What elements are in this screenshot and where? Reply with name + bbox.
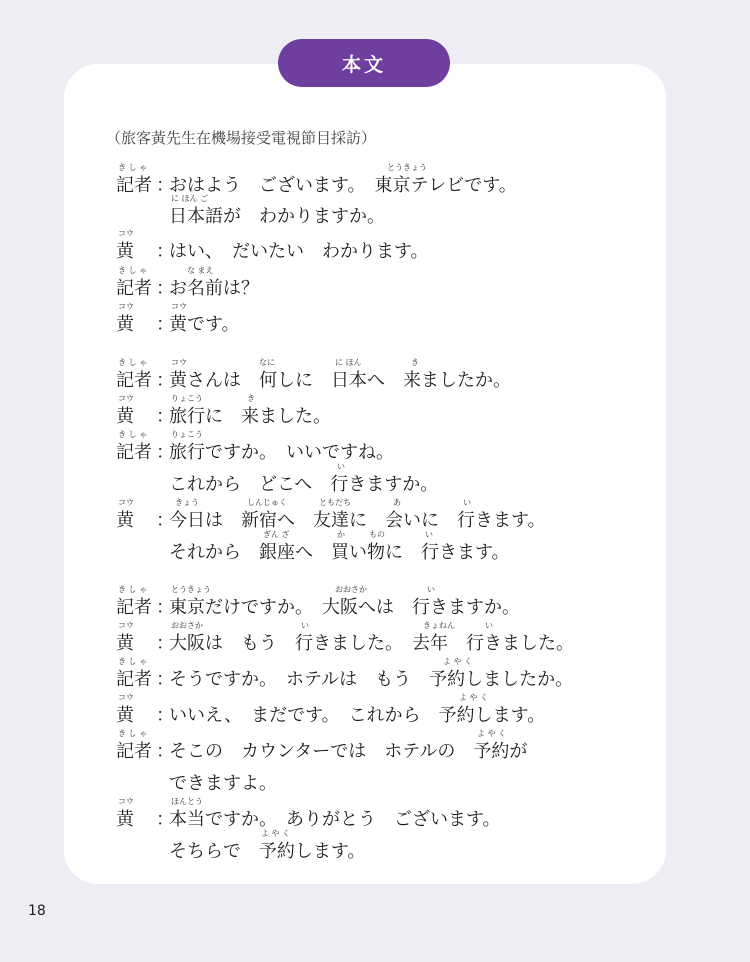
speaker-name: 記者 <box>116 175 152 196</box>
furigana: い <box>485 621 493 630</box>
dialogue-text: 大阪は もう 行きました。 去年 行きました。 <box>169 633 574 654</box>
speaker-colon: ： <box>156 809 174 830</box>
dialogue-text: それから 銀座へ 買い物に 行きます。 <box>169 542 510 563</box>
furigana: き し ゃ <box>118 430 148 439</box>
furigana: コウ <box>171 358 187 367</box>
furigana: おおさか <box>335 585 367 594</box>
speaker-colon: ： <box>156 597 174 618</box>
speaker-colon: ： <box>156 241 174 262</box>
furigana: き し ゃ <box>118 358 148 367</box>
speaker-name: 記者 <box>116 370 152 391</box>
furigana: い <box>301 621 309 630</box>
furigana: よ や く <box>459 693 489 702</box>
dialogue-text: 黄さんは 何しに 日本へ 来ましたか。 <box>169 370 511 391</box>
dialogue-text: 黄です。 <box>169 314 240 335</box>
speaker-name: 黄 <box>116 809 134 830</box>
speaker-colon: ： <box>156 278 174 299</box>
furigana: き し ゃ <box>118 657 148 666</box>
furigana: コウ <box>118 229 134 238</box>
furigana: き し ゃ <box>118 585 148 594</box>
furigana: き し ゃ <box>118 729 148 738</box>
speaker-name: 記者 <box>116 442 152 463</box>
furigana: ともだち <box>319 498 351 507</box>
dialogue-text: これから どこへ 行きますか。 <box>169 474 439 495</box>
dialogue-text: できますよ。 <box>169 773 277 794</box>
furigana: ぎん ざ <box>263 530 290 539</box>
dialogue-text: はい、 だいたい わかります。 <box>169 241 429 262</box>
speaker-colon: ： <box>156 314 174 335</box>
page-number: 18 <box>28 903 46 919</box>
furigana: に ほん ご <box>171 194 209 203</box>
speaker-colon: ： <box>156 370 174 391</box>
furigana: コウ <box>118 797 134 806</box>
speaker-colon: ： <box>156 510 174 531</box>
speaker-colon: ： <box>156 669 174 690</box>
furigana: に ほん <box>335 358 362 367</box>
dialogue-text: 日本語が わかりますか。 <box>169 206 385 227</box>
dialogue-text: 今日は 新宿へ 友達に 会いに 行きます。 <box>169 510 546 531</box>
speaker-name: 記者 <box>116 278 152 299</box>
furigana: あ <box>393 498 401 507</box>
furigana: い <box>425 530 433 539</box>
speaker-name: 記者 <box>116 669 152 690</box>
section-title-badge: 本文 <box>278 39 450 87</box>
furigana: コウ <box>118 621 134 630</box>
speaker-colon: ： <box>156 442 174 463</box>
furigana: い <box>427 585 435 594</box>
furigana: き <box>411 358 419 367</box>
furigana: よ や く <box>443 657 473 666</box>
furigana: りょこう <box>171 394 203 403</box>
furigana: しんじゅく <box>247 498 287 507</box>
furigana: な まえ <box>187 266 214 275</box>
dialogue-text: 東京だけですか。 大阪へは 行きますか。 <box>169 597 520 618</box>
dialogue-text: 旅行ですか。 いいですね。 <box>169 442 394 463</box>
speaker-colon: ： <box>156 633 174 654</box>
speaker-name: 黄 <box>116 406 134 427</box>
dialogue-text: お名前は？ <box>169 278 259 299</box>
furigana: きょねん <box>423 621 455 630</box>
furigana: なに <box>259 358 275 367</box>
furigana: コウ <box>171 302 187 311</box>
speaker-colon: ： <box>156 406 174 427</box>
dialogue-text: そちらで 予約します。 <box>169 841 366 862</box>
dialogue-text: そこの カウンターでは ホテルの 予約が <box>169 741 528 762</box>
speaker-colon: ： <box>156 705 174 726</box>
furigana: りょこう <box>171 430 203 439</box>
speaker-name: 記者 <box>116 597 152 618</box>
dialogue-text: 本当ですか。 ありがとう ございます。 <box>169 809 501 830</box>
furigana: コウ <box>118 693 134 702</box>
furigana: とうきょう <box>171 585 211 594</box>
furigana: き し ゃ <box>118 266 148 275</box>
furigana: きょう <box>175 498 199 507</box>
furigana: コウ <box>118 394 134 403</box>
furigana: か <box>337 530 345 539</box>
furigana: き <box>247 394 255 403</box>
dialogue-text: そうですか。 ホテルは もう 予約しましたか。 <box>169 669 574 690</box>
furigana: おおさか <box>171 621 203 630</box>
speaker-name: 黄 <box>116 314 134 335</box>
furigana: き し ゃ <box>118 163 148 172</box>
speaker-name: 記者 <box>116 741 152 762</box>
furigana: い <box>463 498 471 507</box>
dialogue-text: 旅行に 来ました。 <box>169 406 331 427</box>
speaker-colon: ： <box>156 175 174 196</box>
dialogue-text: いいえ、 まだです。 これから 予約します。 <box>169 705 546 726</box>
furigana: よ や く <box>261 829 291 838</box>
speaker-name: 黄 <box>116 705 134 726</box>
furigana: コウ <box>118 302 134 311</box>
furigana: よ や く <box>477 729 507 738</box>
speaker-colon: ： <box>156 741 174 762</box>
furigana: ほんとう <box>171 797 203 806</box>
furigana: い <box>337 462 345 471</box>
dialogue-text: おはよう ございます。 東京テレビです。 <box>169 175 517 196</box>
furigana: とうきょう <box>387 163 427 172</box>
furigana: コウ <box>118 498 134 507</box>
speaker-name: 黄 <box>116 241 134 262</box>
speaker-name: 黄 <box>116 633 134 654</box>
scene-note: （旅客黃先生在機場接受電視節目採訪） <box>106 129 377 147</box>
speaker-name: 黄 <box>116 510 134 531</box>
furigana: もの <box>369 530 385 539</box>
